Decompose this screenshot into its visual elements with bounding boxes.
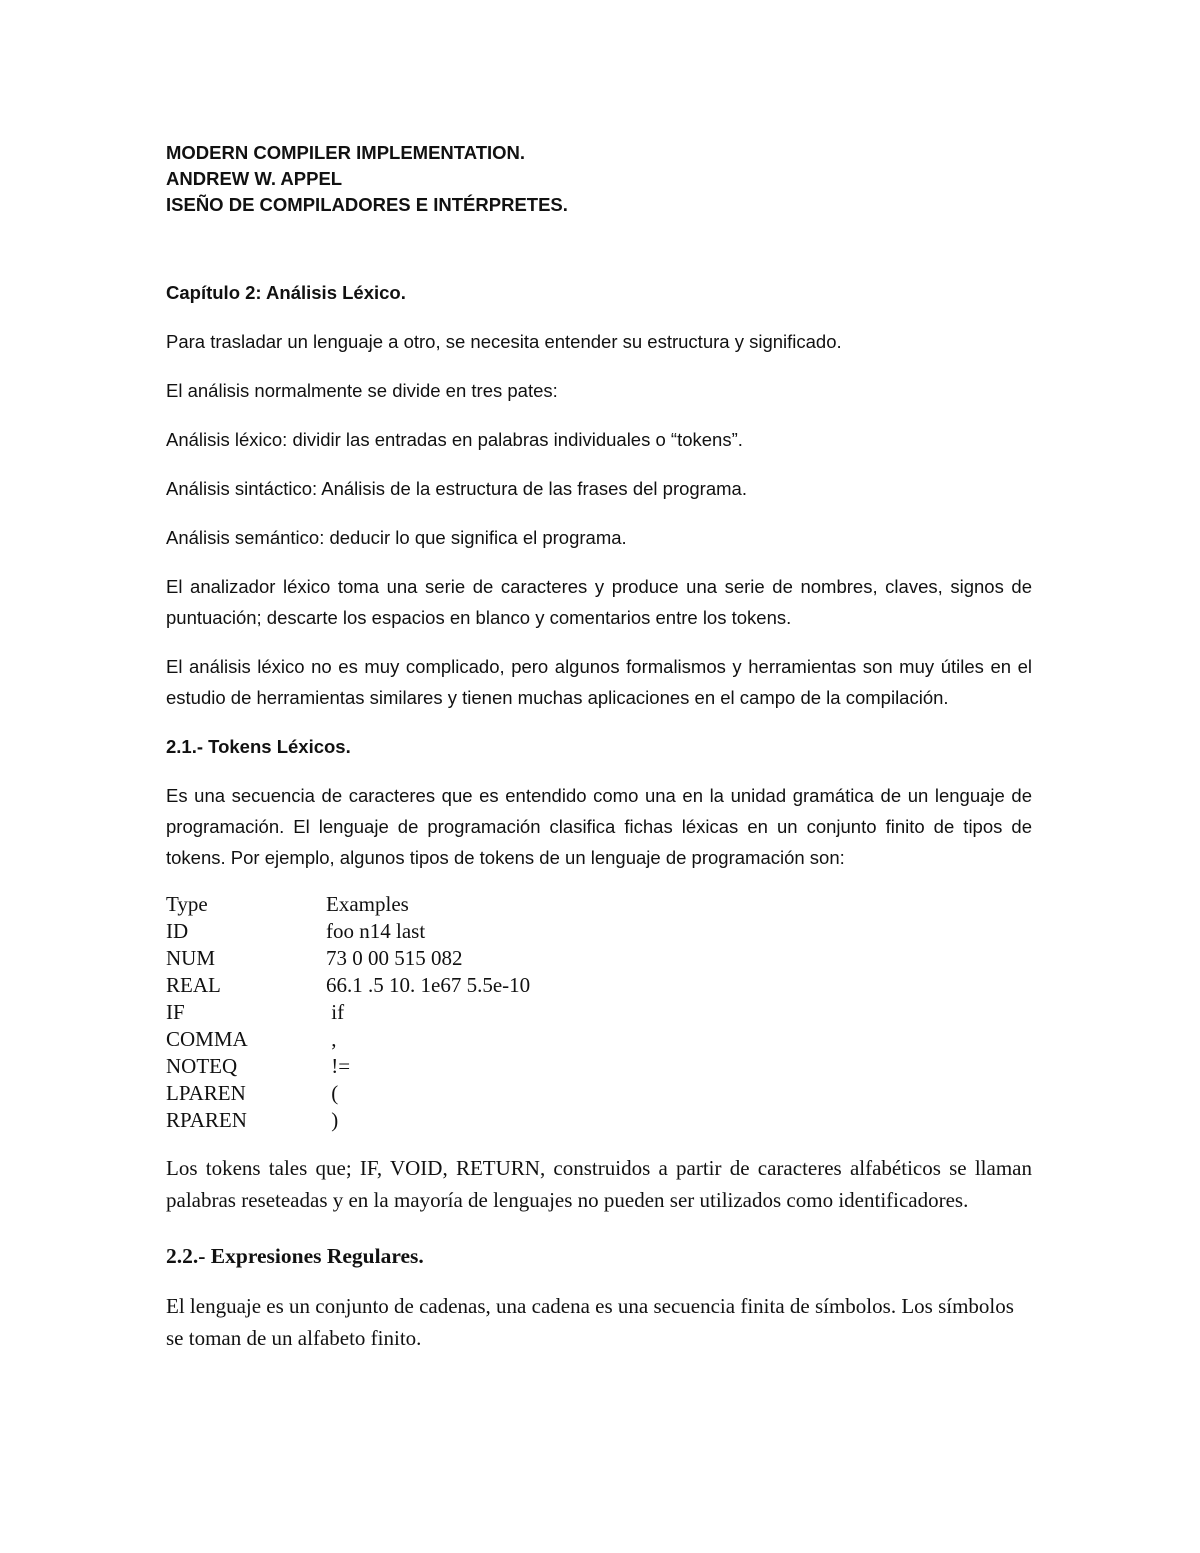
token-row xyxy=(166,1107,1032,1134)
token-row xyxy=(166,1026,1032,1053)
token-type: ID xyxy=(166,919,189,943)
paragraph-reserved-words: Los tokens tales que; IF, VOID, RETURN, construidos a partir de caracteres alfabéticos se llaman palabras reseteadas y en la mayoría de lenguajes no pueden ser utilizados como identificadores. xyxy=(166,1156,1032,1212)
paragraph-parts: El análisis normalmente se divide en tres pates: xyxy=(166,380,558,401)
paragraph-lexer: El analizador léxico toma una serie de caracteres y produce una serie de nombres, claves, signos de puntuación; descarte los espacios en blanco y comentarios entre los tokens. xyxy=(166,576,1032,628)
paragraph-lexical: Análisis léxico: dividir las entradas en palabras individuales o “tokens”. xyxy=(166,429,743,450)
token-examples: 66.1 .5 10. 1e67 5.5e-10 xyxy=(326,973,531,997)
token-row xyxy=(166,972,1032,999)
paragraph-semantic: Análisis semántico: deducir lo que significa el programa. xyxy=(166,527,627,548)
token-row xyxy=(166,1080,1032,1107)
token-type: NUM xyxy=(166,946,216,970)
paragraph-regex-intro: El lenguaje es un conjunto de cadenas, una cadena es una secuencia finita de símbolos. Los símbolos se toman de un alfabeto finito. xyxy=(166,1294,1014,1350)
chapter-title: Capítulo 2: Análisis Léxico. xyxy=(166,282,406,303)
token-type-header: Type xyxy=(166,892,208,916)
section-title-regex: 2.2.- Expresiones Regulares. xyxy=(166,1244,424,1268)
token-row xyxy=(166,945,1032,972)
document-header xyxy=(166,140,1032,218)
token-type: IF xyxy=(166,1000,185,1024)
token-examples-header: Examples xyxy=(326,892,409,916)
token-type: LPAREN xyxy=(166,1081,246,1105)
token-examples: ( xyxy=(326,1081,339,1105)
token-type: REAL xyxy=(166,973,221,997)
token-examples: != xyxy=(326,1054,351,1078)
token-type: COMMA xyxy=(166,1027,248,1051)
token-row xyxy=(166,1053,1032,1080)
token-examples: if xyxy=(326,1000,345,1024)
token-examples: , xyxy=(326,1027,337,1051)
token-examples: ) xyxy=(326,1108,339,1132)
document-page xyxy=(166,140,1032,1354)
token-type: NOTEQ xyxy=(166,1054,238,1078)
book-author: ANDREW W. APPEL xyxy=(166,168,343,189)
book-title: MODERN COMPILER IMPLEMENTATION. xyxy=(166,142,526,163)
token-row xyxy=(166,999,1032,1026)
book-subtitle: ISEÑO DE COMPILADORES E INTÉRPRETES. xyxy=(166,194,568,215)
token-type: RPAREN xyxy=(166,1108,247,1132)
token-table-header xyxy=(166,891,1032,918)
token-examples: foo n14 last xyxy=(326,919,426,943)
paragraph-syntactic: Análisis sintáctico: Análisis de la estructura de las frases del programa. xyxy=(166,478,747,499)
token-table xyxy=(166,891,1032,1134)
paragraph-purpose: Para trasladar un lenguaje a otro, se necesita entender su estructura y significado. xyxy=(166,331,842,352)
token-examples: 73 0 00 515 082 xyxy=(326,946,463,970)
paragraph-tokens-intro: Es una secuencia de caracteres que es entendido como una en la unidad gramática de un lenguaje de programación. El lenguaje de programación clasifica fichas léxicas en un conjunto finito de tipos de tokens. Por ejemplo, algunos tipos de tokens de un lenguaje de programación son: xyxy=(166,785,1032,868)
section-title-tokens: 2.1.- Tokens Léxicos. xyxy=(166,736,351,757)
token-row xyxy=(166,918,1032,945)
paragraph-formalisms: El análisis léxico no es muy complicado, pero algunos formalismos y herramientas son muy útiles en el estudio de herramientas similares y tienen muchas aplicaciones en el campo de la compilación. xyxy=(166,656,1032,708)
